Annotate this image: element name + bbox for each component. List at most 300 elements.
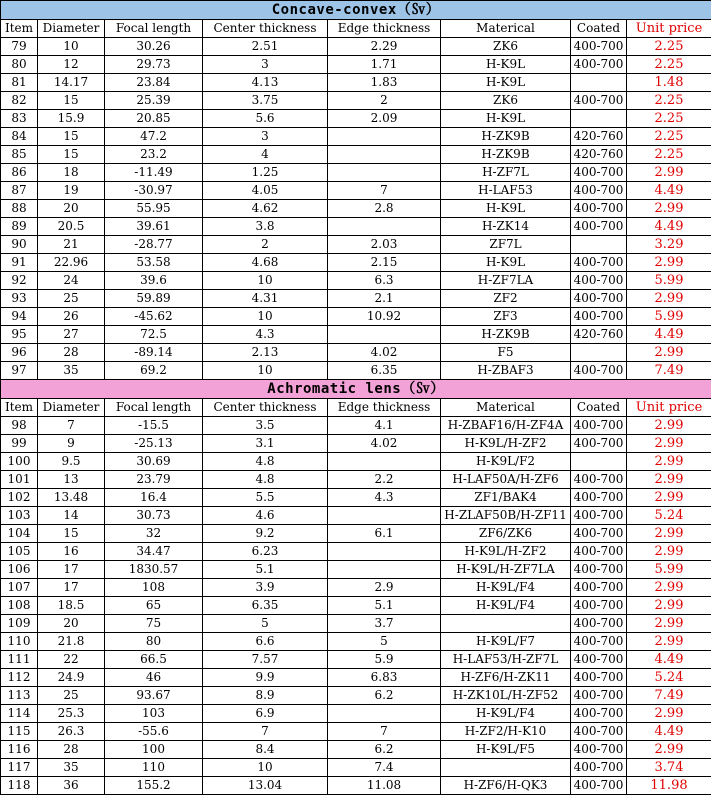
cell-diameter[interactable]: 21: [38, 236, 105, 254]
cell-edge-thickness[interactable]: 2.09: [328, 110, 441, 128]
cell-center-thickness[interactable]: 3.1: [203, 435, 328, 453]
cell-focal-length[interactable]: 23.2: [105, 146, 203, 164]
column-header-item[interactable]: Item: [1, 399, 38, 417]
cell-material[interactable]: H-ZF7L: [441, 164, 571, 182]
cell-center-thickness[interactable]: 3: [203, 128, 328, 146]
cell-center-thickness[interactable]: 10: [203, 362, 328, 380]
cell-diameter[interactable]: 14: [38, 507, 105, 525]
cell-edge-thickness[interactable]: [328, 218, 441, 236]
cell-center-thickness[interactable]: 2: [203, 236, 328, 254]
cell-material[interactable]: ZF1/BAK4: [441, 489, 571, 507]
cell-coated[interactable]: 420-760: [571, 146, 627, 164]
cell-diameter[interactable]: 27: [38, 326, 105, 344]
cell-item[interactable]: 106: [1, 561, 38, 579]
cell-diameter[interactable]: 7: [38, 417, 105, 435]
cell-unit-price[interactable]: 5.24: [627, 507, 711, 525]
cell-material[interactable]: H-K9L: [441, 110, 571, 128]
cell-focal-length[interactable]: 103: [105, 705, 203, 723]
cell-edge-thickness[interactable]: [328, 326, 441, 344]
cell-unit-price[interactable]: 2.99: [627, 417, 711, 435]
cell-unit-price[interactable]: 2.99: [627, 435, 711, 453]
cell-coated[interactable]: 400-700: [571, 417, 627, 435]
cell-diameter[interactable]: 25: [38, 687, 105, 705]
cell-edge-thickness[interactable]: 2.9: [328, 579, 441, 597]
cell-unit-price[interactable]: 7.49: [627, 687, 711, 705]
cell-center-thickness[interactable]: 4.3: [203, 326, 328, 344]
cell-coated[interactable]: 400-700: [571, 254, 627, 272]
cell-focal-length[interactable]: 155.2: [105, 777, 203, 795]
cell-coated[interactable]: 400-700: [571, 777, 627, 795]
cell-item[interactable]: 112: [1, 669, 38, 687]
cell-unit-price[interactable]: 2.99: [627, 254, 711, 272]
cell-edge-thickness[interactable]: [328, 164, 441, 182]
cell-material[interactable]: H-ZK9B: [441, 128, 571, 146]
cell-unit-price[interactable]: 4.49: [627, 723, 711, 741]
cell-edge-thickness[interactable]: 6.2: [328, 741, 441, 759]
cell-coated[interactable]: 400-700: [571, 272, 627, 290]
cell-coated[interactable]: 400-700: [571, 525, 627, 543]
cell-center-thickness[interactable]: 2.51: [203, 38, 328, 56]
cell-diameter[interactable]: 16: [38, 543, 105, 561]
column-header-diameter[interactable]: Diameter: [38, 399, 105, 417]
cell-edge-thickness[interactable]: 2.8: [328, 200, 441, 218]
cell-diameter[interactable]: 15: [38, 146, 105, 164]
cell-diameter[interactable]: 9: [38, 435, 105, 453]
cell-diameter[interactable]: 26.3: [38, 723, 105, 741]
cell-focal-length[interactable]: 47.2: [105, 128, 203, 146]
cell-material[interactable]: H-ZK14: [441, 218, 571, 236]
cell-unit-price[interactable]: 1.48: [627, 74, 711, 92]
section-title[interactable]: Concave-convex（㏜）: [1, 1, 711, 20]
cell-edge-thickness[interactable]: 4.3: [328, 489, 441, 507]
cell-edge-thickness[interactable]: 2.1: [328, 290, 441, 308]
cell-edge-thickness[interactable]: [328, 128, 441, 146]
cell-item[interactable]: 100: [1, 453, 38, 471]
cell-focal-length[interactable]: 66.5: [105, 651, 203, 669]
cell-focal-length[interactable]: 100: [105, 741, 203, 759]
cell-diameter[interactable]: 13.48: [38, 489, 105, 507]
cell-center-thickness[interactable]: 8.9: [203, 687, 328, 705]
cell-edge-thickness[interactable]: 2.03: [328, 236, 441, 254]
cell-coated[interactable]: [571, 74, 627, 92]
cell-coated[interactable]: 400-700: [571, 56, 627, 74]
cell-focal-length[interactable]: -25.13: [105, 435, 203, 453]
cell-unit-price[interactable]: 2.25: [627, 38, 711, 56]
cell-coated[interactable]: 400-700: [571, 200, 627, 218]
cell-material[interactable]: H-K9L: [441, 56, 571, 74]
cell-diameter[interactable]: 24: [38, 272, 105, 290]
column-header-diameter[interactable]: Diameter: [38, 20, 105, 38]
cell-diameter[interactable]: 20: [38, 615, 105, 633]
cell-item[interactable]: 113: [1, 687, 38, 705]
column-header-unit-price[interactable]: Unit price: [627, 399, 711, 417]
cell-center-thickness[interactable]: 2.13: [203, 344, 328, 362]
cell-diameter[interactable]: 17: [38, 579, 105, 597]
cell-coated[interactable]: 400-700: [571, 723, 627, 741]
cell-center-thickness[interactable]: 10: [203, 272, 328, 290]
cell-unit-price[interactable]: 2.99: [627, 633, 711, 651]
column-header-material[interactable]: Materical: [441, 20, 571, 38]
column-header-edge-thickness[interactable]: Edge thickness: [328, 20, 441, 38]
cell-edge-thickness[interactable]: 1.83: [328, 74, 441, 92]
cell-item[interactable]: 116: [1, 741, 38, 759]
cell-unit-price[interactable]: 4.49: [627, 218, 711, 236]
cell-diameter[interactable]: 25: [38, 290, 105, 308]
cell-material[interactable]: H-K9L/F7: [441, 633, 571, 651]
column-header-center-thickness[interactable]: Center thickness: [203, 399, 328, 417]
cell-coated[interactable]: 400-700: [571, 290, 627, 308]
cell-diameter[interactable]: 25.3: [38, 705, 105, 723]
cell-focal-length[interactable]: 75: [105, 615, 203, 633]
cell-focal-length[interactable]: 93.67: [105, 687, 203, 705]
cell-coated[interactable]: 400-700: [571, 741, 627, 759]
cell-item[interactable]: 79: [1, 38, 38, 56]
cell-item[interactable]: 115: [1, 723, 38, 741]
cell-coated[interactable]: 400-700: [571, 633, 627, 651]
cell-coated[interactable]: [571, 110, 627, 128]
cell-diameter[interactable]: 15.9: [38, 110, 105, 128]
cell-item[interactable]: 81: [1, 74, 38, 92]
cell-material[interactable]: H-ZF6/H-QK3: [441, 777, 571, 795]
column-header-coated[interactable]: Coated: [571, 399, 627, 417]
cell-diameter[interactable]: 35: [38, 362, 105, 380]
cell-focal-length[interactable]: 69.2: [105, 362, 203, 380]
cell-center-thickness[interactable]: 5.1: [203, 561, 328, 579]
cell-unit-price[interactable]: 4.49: [627, 326, 711, 344]
cell-unit-price[interactable]: 2.99: [627, 290, 711, 308]
cell-item[interactable]: 92: [1, 272, 38, 290]
cell-unit-price[interactable]: 2.25: [627, 146, 711, 164]
cell-center-thickness[interactable]: 5.6: [203, 110, 328, 128]
column-header-focal-length[interactable]: Focal length: [105, 20, 203, 38]
cell-material[interactable]: H-K9L/F5: [441, 741, 571, 759]
cell-focal-length[interactable]: -11.49: [105, 164, 203, 182]
cell-focal-length[interactable]: 59.89: [105, 290, 203, 308]
cell-coated[interactable]: 400-700: [571, 92, 627, 110]
cell-diameter[interactable]: 10: [38, 38, 105, 56]
cell-center-thickness[interactable]: 9.2: [203, 525, 328, 543]
cell-item[interactable]: 82: [1, 92, 38, 110]
cell-coated[interactable]: [571, 236, 627, 254]
cell-coated[interactable]: 400-700: [571, 597, 627, 615]
cell-material[interactable]: ZK6: [441, 92, 571, 110]
cell-coated[interactable]: 400-700: [571, 687, 627, 705]
cell-focal-length[interactable]: 32: [105, 525, 203, 543]
cell-focal-length[interactable]: 39.61: [105, 218, 203, 236]
cell-coated[interactable]: 400-700: [571, 507, 627, 525]
cell-coated[interactable]: 400-700: [571, 669, 627, 687]
cell-item[interactable]: 96: [1, 344, 38, 362]
cell-center-thickness[interactable]: 4.31: [203, 290, 328, 308]
cell-material[interactable]: H-LAF53/H-ZF7L: [441, 651, 571, 669]
cell-material[interactable]: F5: [441, 344, 571, 362]
cell-material[interactable]: H-ZK10L/H-ZF52: [441, 687, 571, 705]
cell-unit-price[interactable]: 7.49: [627, 362, 711, 380]
cell-material[interactable]: H-ZK9B: [441, 146, 571, 164]
cell-material[interactable]: H-ZF7LA: [441, 272, 571, 290]
cell-center-thickness[interactable]: 9.9: [203, 669, 328, 687]
cell-material[interactable]: H-ZF2/H-K10: [441, 723, 571, 741]
cell-coated[interactable]: 420-760: [571, 128, 627, 146]
cell-diameter[interactable]: 26: [38, 308, 105, 326]
cell-unit-price[interactable]: 5.24: [627, 669, 711, 687]
cell-unit-price[interactable]: 2.99: [627, 579, 711, 597]
cell-diameter[interactable]: 22: [38, 651, 105, 669]
cell-unit-price[interactable]: 2.25: [627, 92, 711, 110]
column-header-focal-length[interactable]: Focal length: [105, 399, 203, 417]
cell-edge-thickness[interactable]: 6.83: [328, 669, 441, 687]
cell-item[interactable]: 85: [1, 146, 38, 164]
cell-material[interactable]: H-K9L: [441, 200, 571, 218]
cell-center-thickness[interactable]: 3.9: [203, 579, 328, 597]
cell-unit-price[interactable]: 2.99: [627, 705, 711, 723]
cell-focal-length[interactable]: 30.73: [105, 507, 203, 525]
cell-unit-price[interactable]: 2.99: [627, 164, 711, 182]
cell-edge-thickness[interactable]: 3.7: [328, 615, 441, 633]
cell-center-thickness[interactable]: 4.8: [203, 453, 328, 471]
cell-item[interactable]: 110: [1, 633, 38, 651]
cell-focal-length[interactable]: 55.95: [105, 200, 203, 218]
cell-item[interactable]: 91: [1, 254, 38, 272]
cell-item[interactable]: 90: [1, 236, 38, 254]
cell-item[interactable]: 94: [1, 308, 38, 326]
cell-focal-length[interactable]: 53.58: [105, 254, 203, 272]
cell-coated[interactable]: 400-700: [571, 705, 627, 723]
cell-diameter[interactable]: 24.9: [38, 669, 105, 687]
cell-material[interactable]: ZF2: [441, 290, 571, 308]
cell-material[interactable]: H-K9L/F4: [441, 597, 571, 615]
cell-unit-price[interactable]: 3.74: [627, 759, 711, 777]
cell-edge-thickness[interactable]: 6.3: [328, 272, 441, 290]
cell-edge-thickness[interactable]: 2.29: [328, 38, 441, 56]
cell-material[interactable]: H-K9L/F4: [441, 705, 571, 723]
cell-coated[interactable]: 400-700: [571, 471, 627, 489]
cell-coated[interactable]: 400-700: [571, 362, 627, 380]
cell-item[interactable]: 86: [1, 164, 38, 182]
cell-diameter[interactable]: 12: [38, 56, 105, 74]
cell-center-thickness[interactable]: 6.6: [203, 633, 328, 651]
cell-unit-price[interactable]: 2.99: [627, 471, 711, 489]
cell-item[interactable]: 97: [1, 362, 38, 380]
cell-center-thickness[interactable]: 6.35: [203, 597, 328, 615]
cell-focal-length[interactable]: 30.69: [105, 453, 203, 471]
cell-coated[interactable]: 400-700: [571, 38, 627, 56]
cell-edge-thickness[interactable]: 6.2: [328, 687, 441, 705]
cell-unit-price[interactable]: 2.25: [627, 110, 711, 128]
cell-unit-price[interactable]: 5.99: [627, 561, 711, 579]
cell-center-thickness[interactable]: 3: [203, 56, 328, 74]
cell-center-thickness[interactable]: 5: [203, 615, 328, 633]
cell-focal-length[interactable]: -55.6: [105, 723, 203, 741]
cell-diameter[interactable]: 13: [38, 471, 105, 489]
cell-edge-thickness[interactable]: 2.2: [328, 471, 441, 489]
cell-item[interactable]: 80: [1, 56, 38, 74]
cell-focal-length[interactable]: -30.97: [105, 182, 203, 200]
cell-focal-length[interactable]: 110: [105, 759, 203, 777]
cell-coated[interactable]: 400-700: [571, 218, 627, 236]
cell-material[interactable]: H-LAF50A/H-ZF6: [441, 471, 571, 489]
cell-focal-length[interactable]: 72.5: [105, 326, 203, 344]
cell-coated[interactable]: 400-700: [571, 489, 627, 507]
cell-unit-price[interactable]: 2.99: [627, 741, 711, 759]
cell-material[interactable]: H-ZLAF50B/H-ZF11: [441, 507, 571, 525]
cell-material[interactable]: H-K9L: [441, 74, 571, 92]
cell-coated[interactable]: 400-700: [571, 308, 627, 326]
cell-item[interactable]: 89: [1, 218, 38, 236]
cell-center-thickness[interactable]: 4.8: [203, 471, 328, 489]
column-header-center-thickness[interactable]: Center thickness: [203, 20, 328, 38]
cell-focal-length[interactable]: 34.47: [105, 543, 203, 561]
cell-item[interactable]: 105: [1, 543, 38, 561]
cell-edge-thickness[interactable]: [328, 507, 441, 525]
cell-item[interactable]: 83: [1, 110, 38, 128]
cell-material[interactable]: H-K9L/F2: [441, 453, 571, 471]
cell-material[interactable]: H-K9L/H-ZF7LA: [441, 561, 571, 579]
cell-diameter[interactable]: 36: [38, 777, 105, 795]
cell-focal-length[interactable]: 23.84: [105, 74, 203, 92]
cell-center-thickness[interactable]: 3.8: [203, 218, 328, 236]
cell-diameter[interactable]: 21.8: [38, 633, 105, 651]
cell-center-thickness[interactable]: 6.9: [203, 705, 328, 723]
cell-focal-length[interactable]: 1830.57: [105, 561, 203, 579]
cell-item[interactable]: 103: [1, 507, 38, 525]
cell-edge-thickness[interactable]: [328, 146, 441, 164]
cell-focal-length[interactable]: 108: [105, 579, 203, 597]
cell-center-thickness[interactable]: 4.13: [203, 74, 328, 92]
cell-edge-thickness[interactable]: 7: [328, 723, 441, 741]
cell-unit-price[interactable]: 2.99: [627, 200, 711, 218]
cell-unit-price[interactable]: 5.99: [627, 308, 711, 326]
cell-center-thickness[interactable]: 10: [203, 308, 328, 326]
cell-edge-thickness[interactable]: [328, 561, 441, 579]
cell-material[interactable]: H-ZK9B: [441, 326, 571, 344]
column-header-material[interactable]: Materical: [441, 399, 571, 417]
cell-material[interactable]: ZF3: [441, 308, 571, 326]
column-header-coated[interactable]: Coated: [571, 20, 627, 38]
cell-item[interactable]: 117: [1, 759, 38, 777]
cell-focal-length[interactable]: 23.79: [105, 471, 203, 489]
cell-unit-price[interactable]: 2.99: [627, 489, 711, 507]
cell-focal-length[interactable]: -15.5: [105, 417, 203, 435]
cell-center-thickness[interactable]: 3.5: [203, 417, 328, 435]
cell-edge-thickness[interactable]: 4.1: [328, 417, 441, 435]
cell-material[interactable]: [441, 759, 571, 777]
cell-coated[interactable]: 420-760: [571, 326, 627, 344]
cell-edge-thickness[interactable]: 5: [328, 633, 441, 651]
cell-unit-price[interactable]: 4.49: [627, 651, 711, 669]
cell-item[interactable]: 93: [1, 290, 38, 308]
cell-focal-length[interactable]: 25.39: [105, 92, 203, 110]
cell-diameter[interactable]: 28: [38, 741, 105, 759]
cell-focal-length[interactable]: 16.4: [105, 489, 203, 507]
cell-item[interactable]: 88: [1, 200, 38, 218]
cell-center-thickness[interactable]: 4: [203, 146, 328, 164]
cell-edge-thickness[interactable]: 4.02: [328, 435, 441, 453]
cell-material[interactable]: ZF7L: [441, 236, 571, 254]
cell-focal-length[interactable]: 20.85: [105, 110, 203, 128]
cell-diameter[interactable]: 15: [38, 128, 105, 146]
cell-material[interactable]: H-K9L: [441, 254, 571, 272]
cell-item[interactable]: 102: [1, 489, 38, 507]
cell-material[interactable]: ZF6/ZK6: [441, 525, 571, 543]
cell-material[interactable]: H-K9L/H-ZF2: [441, 435, 571, 453]
cell-edge-thickness[interactable]: 5.9: [328, 651, 441, 669]
cell-diameter[interactable]: 14.17: [38, 74, 105, 92]
cell-coated[interactable]: [571, 344, 627, 362]
cell-diameter[interactable]: 9.5: [38, 453, 105, 471]
cell-focal-length[interactable]: -28.77: [105, 236, 203, 254]
cell-diameter[interactable]: 35: [38, 759, 105, 777]
cell-center-thickness[interactable]: 7: [203, 723, 328, 741]
cell-unit-price[interactable]: 4.49: [627, 182, 711, 200]
cell-unit-price[interactable]: 5.99: [627, 272, 711, 290]
cell-item[interactable]: 84: [1, 128, 38, 146]
cell-focal-length[interactable]: 46: [105, 669, 203, 687]
cell-material[interactable]: H-ZBAF16/H-ZF4A: [441, 417, 571, 435]
cell-item[interactable]: 109: [1, 615, 38, 633]
cell-coated[interactable]: 400-700: [571, 543, 627, 561]
cell-focal-length[interactable]: 30.26: [105, 38, 203, 56]
column-header-item[interactable]: Item: [1, 20, 38, 38]
cell-material[interactable]: [441, 615, 571, 633]
cell-edge-thickness[interactable]: 4.02: [328, 344, 441, 362]
cell-diameter[interactable]: 18.5: [38, 597, 105, 615]
cell-unit-price[interactable]: 2.25: [627, 128, 711, 146]
cell-coated[interactable]: 400-700: [571, 561, 627, 579]
cell-center-thickness[interactable]: 3.75: [203, 92, 328, 110]
cell-coated[interactable]: 400-700: [571, 435, 627, 453]
cell-material[interactable]: ZK6: [441, 38, 571, 56]
cell-unit-price[interactable]: 2.99: [627, 615, 711, 633]
cell-edge-thickness[interactable]: [328, 453, 441, 471]
cell-center-thickness[interactable]: 13.04: [203, 777, 328, 795]
cell-item[interactable]: 87: [1, 182, 38, 200]
cell-edge-thickness[interactable]: 1.71: [328, 56, 441, 74]
cell-center-thickness[interactable]: 5.5: [203, 489, 328, 507]
cell-center-thickness[interactable]: 4.05: [203, 182, 328, 200]
cell-edge-thickness[interactable]: 5.1: [328, 597, 441, 615]
column-header-unit-price[interactable]: Unit price: [627, 20, 711, 38]
cell-coated[interactable]: 400-700: [571, 651, 627, 669]
cell-edge-thickness[interactable]: 7: [328, 182, 441, 200]
cell-edge-thickness[interactable]: 2: [328, 92, 441, 110]
cell-edge-thickness[interactable]: [328, 705, 441, 723]
cell-edge-thickness[interactable]: 10.92: [328, 308, 441, 326]
cell-coated[interactable]: 400-700: [571, 579, 627, 597]
cell-item[interactable]: 107: [1, 579, 38, 597]
cell-focal-length[interactable]: 65: [105, 597, 203, 615]
cell-center-thickness[interactable]: 1.25: [203, 164, 328, 182]
cell-unit-price[interactable]: 2.99: [627, 453, 711, 471]
cell-center-thickness[interactable]: 8.4: [203, 741, 328, 759]
cell-item[interactable]: 111: [1, 651, 38, 669]
cell-edge-thickness[interactable]: 11.08: [328, 777, 441, 795]
cell-diameter[interactable]: 20: [38, 200, 105, 218]
cell-item[interactable]: 95: [1, 326, 38, 344]
cell-focal-length[interactable]: 80: [105, 633, 203, 651]
cell-item[interactable]: 114: [1, 705, 38, 723]
cell-unit-price[interactable]: 2.99: [627, 543, 711, 561]
cell-focal-length[interactable]: 39.6: [105, 272, 203, 290]
cell-center-thickness[interactable]: 6.23: [203, 543, 328, 561]
cell-diameter[interactable]: 15: [38, 92, 105, 110]
section-title[interactable]: Achromatic lens（㏜）: [1, 380, 711, 399]
cell-coated[interactable]: [571, 453, 627, 471]
cell-center-thickness[interactable]: 4.6: [203, 507, 328, 525]
cell-material[interactable]: H-ZBAF3: [441, 362, 571, 380]
cell-coated[interactable]: 400-700: [571, 182, 627, 200]
cell-diameter[interactable]: 20.5: [38, 218, 105, 236]
